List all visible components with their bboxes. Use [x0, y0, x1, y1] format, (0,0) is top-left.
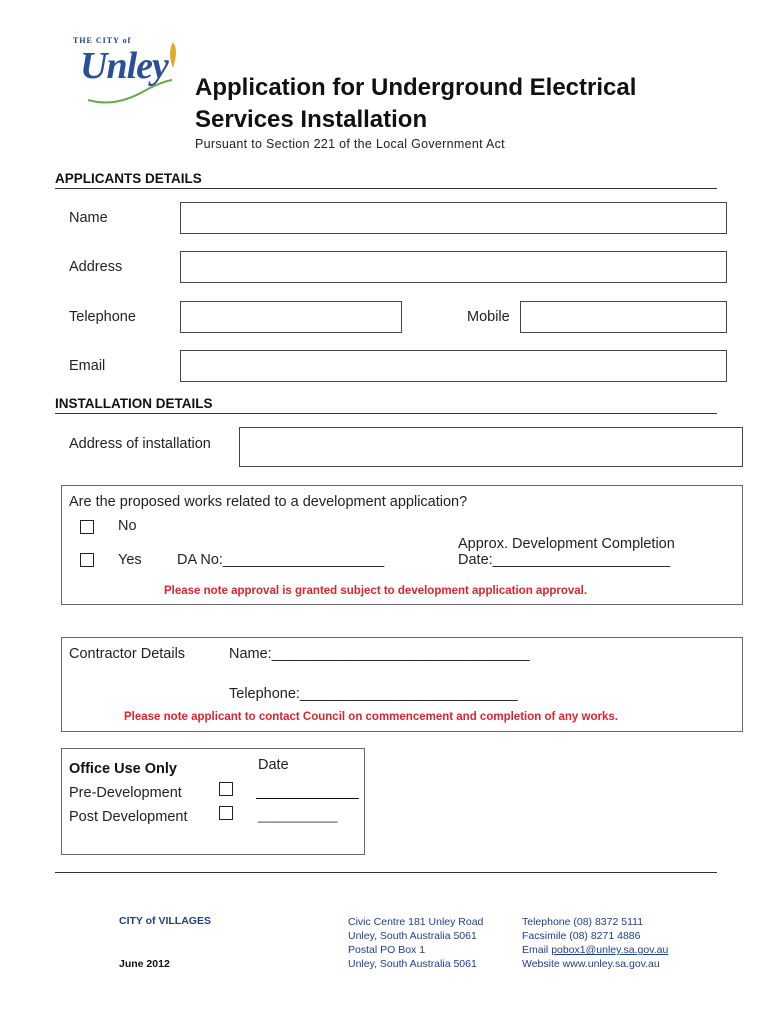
yes-checkbox[interactable] [80, 553, 94, 567]
office-date-label: Date [258, 757, 289, 773]
divider [55, 188, 717, 189]
post-development-date-line[interactable]: ___________ [258, 808, 338, 823]
footer-telephone: Telephone (08) 8372 5111 [522, 916, 644, 928]
da-number-field[interactable]: DA No:____________________ [177, 552, 385, 568]
pre-development-date-line[interactable] [256, 798, 359, 799]
email-label: Email [69, 358, 106, 374]
completion-label: Approx. Development Completion [458, 536, 675, 552]
development-note: Please note approval is granted subject to development application approval. [164, 585, 588, 597]
email-link[interactable]: pobox1@unley.sa.gov.au [551, 944, 669, 956]
telephone-label: Telephone [69, 309, 136, 325]
footer-website[interactable]: Website www.unley.sa.gov.au [522, 958, 660, 970]
footer-divider [55, 872, 717, 873]
installation-address-label: Address of installation [69, 436, 211, 452]
footer-address: Civic Centre 181 Unley Road Unley, South Australia 5061 Postal PO Box 1 Unley, South Australia 5061 [348, 916, 484, 970]
post-development-checkbox[interactable] [219, 806, 233, 820]
contractor-telephone-field[interactable]: Telephone:___________________________ [229, 686, 518, 702]
footer-contact [522, 915, 668, 971]
name-field[interactable] [180, 202, 727, 234]
no-checkbox[interactable] [80, 520, 94, 534]
page-subtitle: Pursuant to Section 221 of the Local Government Act [195, 137, 505, 151]
installation-address-field[interactable] [239, 427, 743, 467]
name-label: Name [69, 210, 108, 226]
page-title: Application for Underground Electrical Services Installation [195, 74, 637, 133]
logo-swoosh-icon [86, 78, 176, 108]
development-question: Are the proposed works related to a development application? [69, 494, 468, 510]
logo-tagline: THE CITY of [73, 36, 132, 45]
yes-label: Yes [118, 552, 142, 568]
address-label: Address [69, 259, 123, 275]
post-development-label: Post Development [69, 809, 188, 825]
logo-leaf-icon [166, 40, 180, 70]
pre-development-checkbox[interactable] [219, 782, 233, 796]
mobile-field[interactable] [520, 301, 727, 333]
email-field[interactable] [180, 350, 727, 382]
telephone-field[interactable] [180, 301, 402, 333]
completion-date-field[interactable]: Date:______________________ [458, 552, 671, 568]
divider [55, 413, 717, 414]
no-label: No [118, 518, 137, 534]
footer-email: Email pobox1@unley.sa.gov.au [522, 944, 669, 956]
contractor-name-field[interactable]: Name:________________________________ [229, 646, 530, 662]
footer-motto: CITY of VILLAGES [119, 915, 211, 927]
mobile-label: Mobile [467, 309, 510, 325]
installation-heading: INSTALLATION DETAILS [55, 396, 213, 411]
logo: Unley [80, 45, 168, 87]
applicants-heading: APPLICANTS DETAILS [55, 171, 202, 186]
pre-development-label: Pre-Development [69, 785, 182, 801]
footer-facsimile: Facsimile (08) 8271 4886 [522, 930, 641, 942]
contractor-note: Please note applicant to contact Council on commencement and completion of any works. [124, 711, 618, 723]
address-field[interactable] [180, 251, 727, 283]
footer-date: June 2012 [119, 958, 170, 970]
office-use-heading: Office Use Only [69, 761, 177, 777]
contractor-label: Contractor Details [69, 646, 186, 662]
